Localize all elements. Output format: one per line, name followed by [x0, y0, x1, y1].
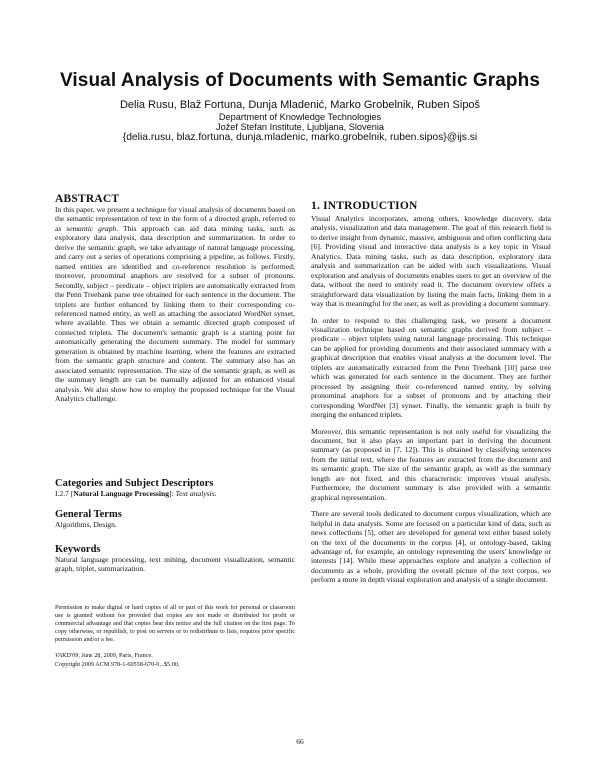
keywords-section [55, 544, 295, 574]
introduction-section [311, 200, 551, 585]
intro-paragraph-2: In order to respond to this challenging task, we present a document visualization technique based on semantic graphs derived from subject – predicate – object triplets using natural language processing. This technique can be applied for providing documents and their associated summary with a graphical description that enables visual analysis at the document level. The triplets are automatically extracted from the Penn Treebank [10] parse tree which was generated for each sentence in the document. They are further processed by assigning their co-referenced named entity, by solving pronominal anaphors for a subset of pronouns and by attaching their corresponding WordNet [3] synset. Finally, the semantic graph is built by merging the enhanced triplets. [311, 315, 551, 420]
general-terms-section [55, 509, 295, 529]
intro-paragraph-3: Moreover, this semantic representation is not only useful for visualizing the document, but it also plays an important part in deriving the document summary (as proposed in [7, 12]). This is obtained by classifying sentences from the initial text, where the features are extracted from the document and its semantic graph. The size of the semantic graph, as well as the summary length are not fixed, and this characteristic improves visual analysis. Furthermore, the document summary is also provided with a semantic graphical representation. [311, 426, 551, 502]
categories-heading: Categories and Subject Descriptors [55, 478, 214, 489]
copyright-line: Copyright 2009 ACM 978-1-60558-670-0...$5.00. [55, 660, 180, 668]
categories-text: I.2.7 [Natural Language Processing]: Text analysis. [55, 489, 217, 498]
general-terms-text: Algorithms, Design. [55, 520, 117, 529]
intro-paragraph-4: There are several tools dedicated to document corpus visualization, which are helpful in data analysis. Some are focused on a particular kind of data, such as news collections [5], other are developed for general text either based solely on the text of the documents in the corpus [4], or ontology-based, taking advantage of, for example, an ontology representing the users' knowledge or interests [14]. While these approaches explore and analyze a collection of documents as a whole, providing the overall picture of the text corpus, we perform a more in depth visual exploration and analysis of a single document. [311, 509, 551, 585]
page-number: 66 [296, 737, 304, 746]
abstract-heading: ABSTRACT [55, 193, 120, 205]
keywords-text: Natural language processing, text mining, document visualization, semantic graph, triplet, summarization. [55, 555, 295, 574]
paper-title: Visual Analysis of Documents with Semantic Graphs [59, 70, 541, 91]
abstract-text: In this paper, we present a technique for visual analysis of documents based on the semantic representation of text in the form of a directed graph, referred to as semantic graph. This approach can aid data mining tasks, such as exploratory data analysis, data description and summarization. In order to derive the semantic graph, we take advantage of natural language processing, and carry out a series of operations comprising a pipeline, as follows. Firstly, named entities are identified and co-reference resolution is performed; moreover, pronominal anaphors are resolved for a subset of pronouns. Secondly, subject – predicate – object triplets are automatically extracted from the Penn Treebank parse tree obtained for each sentence in the document. The triplets are further enhanced by linking them to their corresponding co-referenced named entity, as well as attaching the associated WordNet synset, where available. Thus we obtain a semantic directed graph composed of connected triplets. The document's semantic graph is a starting point for automatically generating the document summary. The model for summary generation is obtained by machine learning, where the features are extracted from the semantic graph structure and content. The summary also has an associated semantic representation. The size of the semantic graph, as well as the summary length are can be manually adjusted for an enhanced visual analysis. We also show how to employ the proposed technique for the Visual Analytics challenge. [55, 205, 295, 404]
author-emails: {delia.rusu, blaz.fortuna, dunja.mladenic, marko.grobelnik, ruben.sipos}@ijs.si [122, 132, 478, 143]
abstract-section [55, 193, 295, 404]
permission-notice [55, 604, 295, 669]
general-terms-heading: General Terms [55, 509, 122, 520]
permission-text: Permission to make digital or hard copies of all or part of this work for personal or classroom use is granted without fee provided that copies are not made or distributed for profit or commercial advantage and that copies bear this notice and the full citation on the first page. To copy otherwise, or republish, to post on servers or to redistribute to lists, requires prior specific permission and/or a fee. [55, 604, 295, 644]
keywords-heading: Keywords [55, 544, 101, 555]
categories-section [55, 478, 295, 498]
department: Department of Knowledge Technologies [218, 112, 382, 122]
institute: Jožef Stefan Institute, Ljubljana, Slovenia [215, 122, 385, 132]
venue-line: VAKD'09, June 28, 2009, Paris, France. [55, 652, 153, 660]
author-list: Delia Rusu, Blaž Fortuna, Dunja Mladenić, Marko Grobelnik, Ruben Sipoš [119, 99, 481, 111]
intro-paragraph-1: Visual Analytics incorporates, among others, knowledge discovery, data analysis, visualization and data management. The goal of this research field is to derive insight from dynamic, massive, ambiguous and often conflicting data [6]. Providing visual and interactive data analysis is a key topic in Visual Analytics. Data mining tasks, such as data description, exploratory data analysis and summarization can be aided with such visualizations. Visual exploration and analysis of documents enables users to get an overview of the data, without the need to entirely read it. The document overview offers a straightforward data visualization by listing the main facts, linking them in a way that is meaningful for the user, as well as providing a document summary. [311, 214, 551, 309]
introduction-heading: 1. INTRODUCTION [311, 200, 418, 212]
